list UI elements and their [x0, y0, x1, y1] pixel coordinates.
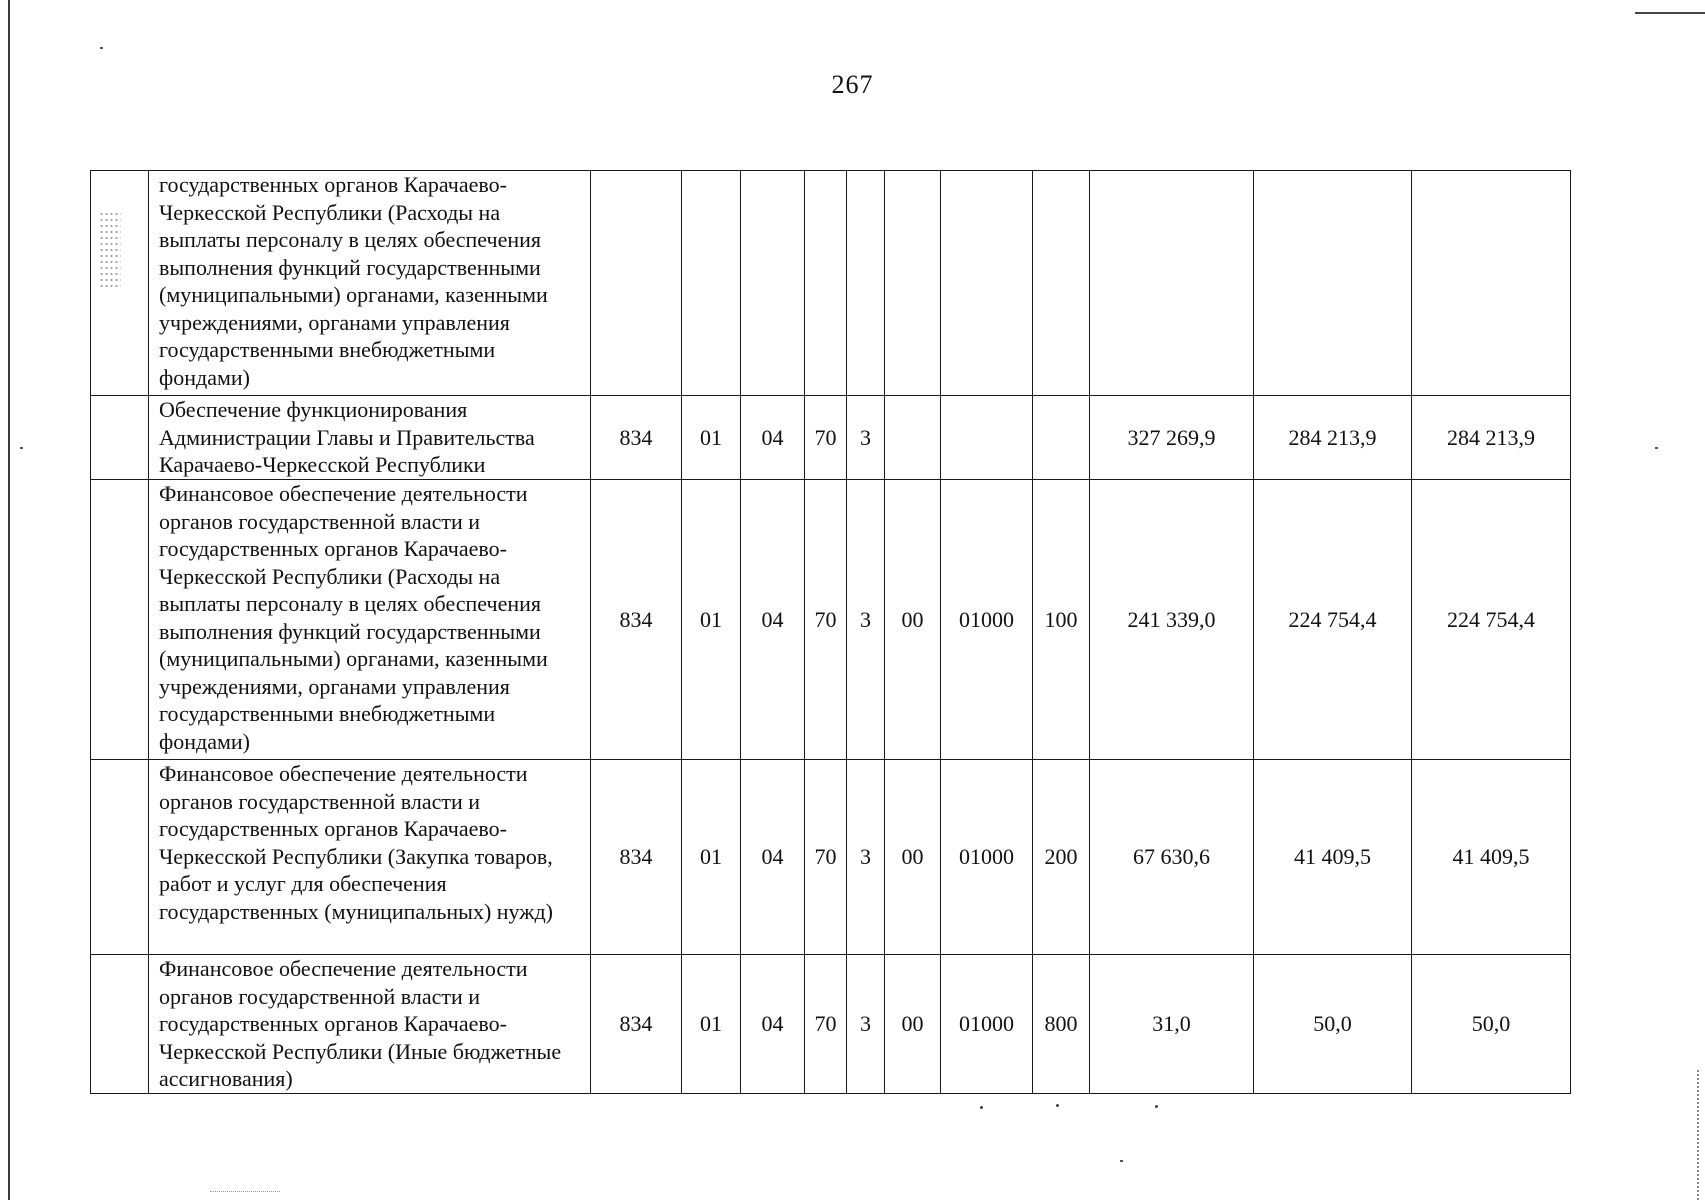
- row-index-cell: [91, 955, 149, 1094]
- scan-speck: [100, 47, 103, 49]
- cell-amount-year2: 224 754,4: [1254, 480, 1412, 760]
- cell-subprogram: 3: [847, 480, 885, 760]
- scan-dots: [980, 1104, 1180, 1110]
- table-row: [91, 396, 1571, 480]
- cell-amount-year3: 50,0: [1412, 955, 1571, 1094]
- row-description: государственных органов Карачаево-Черкесской Республики (Расходы на выплаты персоналу в целях обеспечения выполнения функций государственными (муниципальными) органами, казенными учреждениями, органами управления государственными внебюджетными фондами): [149, 171, 591, 396]
- row-index-cell: [91, 171, 149, 396]
- cell-amount-year3: [1412, 171, 1571, 396]
- cell-program: [805, 171, 847, 396]
- cell-subsection: 04: [741, 955, 805, 1094]
- cell-admin-code: 834: [591, 760, 682, 955]
- cell-amount-year3: 284 213,9: [1412, 396, 1571, 480]
- cell-amount-year2: 41 409,5: [1254, 760, 1412, 955]
- cell-section: 01: [682, 480, 741, 760]
- cell-amount-year1: [1090, 171, 1254, 396]
- cell-admin-code: [591, 171, 682, 396]
- cell-amount-year3: 224 754,4: [1412, 480, 1571, 760]
- cell-expense-type: [1033, 396, 1090, 480]
- scan-artifact-line: [210, 1191, 280, 1193]
- cell-section: 01: [682, 396, 741, 480]
- row-index-cell: [91, 760, 149, 955]
- cell-direction: 01000: [941, 760, 1033, 955]
- cell-amount-year3: 41 409,5: [1412, 760, 1571, 955]
- row-description: Финансовое обеспечение деятельности органов государственной власти и государственных органов Карачаево-Черкесской Республики (Закупка товаров, работ и услуг для обеспечения государственных (муниципальных) нужд): [149, 760, 591, 955]
- cell-amount-year1: 31,0: [1090, 955, 1254, 1094]
- cell-subprogram: 3: [847, 760, 885, 955]
- cell-subprogram: [847, 171, 885, 396]
- scan-speck: [1120, 1160, 1123, 1162]
- cell-admin-code: 834: [591, 480, 682, 760]
- cell-direction: 01000: [941, 955, 1033, 1094]
- page-edge-top-right: [1635, 12, 1705, 14]
- cell-direction: [941, 396, 1033, 480]
- cell-direction: [941, 171, 1033, 396]
- cell-amount-year2: 50,0: [1254, 955, 1412, 1094]
- cell-subsection: 04: [741, 396, 805, 480]
- cell-program: 70: [805, 480, 847, 760]
- cell-amount-year1: 327 269,9: [1090, 396, 1254, 480]
- row-index-cell: [91, 396, 149, 480]
- scan-artifact: [99, 211, 121, 291]
- cell-main-event: [885, 171, 941, 396]
- row-index-cell: [91, 480, 149, 760]
- cell-main-event: 00: [885, 480, 941, 760]
- row-description: Обеспечение функционирования Администрации Главы и Правительства Карачаево-Черкесской Республики: [149, 396, 591, 480]
- cell-section: 01: [682, 760, 741, 955]
- row-description: Финансовое обеспечение деятельности органов государственной власти и государственных органов Карачаево-Черкесской Республики (Иные бюджетные ассигнования): [149, 955, 591, 1094]
- table-row: [91, 955, 1571, 1094]
- page-number: 267: [831, 70, 874, 99]
- table-row: [91, 171, 1571, 396]
- row-description: Финансовое обеспечение деятельности органов государственной власти и государственных органов Карачаево-Черкесской Республики (Расходы на выплаты персоналу в целях обеспечения выполнения функций государственными (муниципальными) органами, казенными учреждениями, органами управления государственными внебюджетными фондами): [149, 480, 591, 760]
- cell-subsection: 04: [741, 760, 805, 955]
- scan-speck: [20, 447, 23, 449]
- cell-expense-type: 100: [1033, 480, 1090, 760]
- cell-subprogram: 3: [847, 955, 885, 1094]
- cell-amount-year1: 67 630,6: [1090, 760, 1254, 955]
- cell-subsection: 04: [741, 480, 805, 760]
- cell-expense-type: [1033, 171, 1090, 396]
- table-row: [91, 480, 1571, 760]
- cell-expense-type: 200: [1033, 760, 1090, 955]
- cell-admin-code: 834: [591, 396, 682, 480]
- cell-program: 70: [805, 955, 847, 1094]
- cell-program: 70: [805, 760, 847, 955]
- cell-direction: 01000: [941, 480, 1033, 760]
- cell-admin-code: 834: [591, 955, 682, 1094]
- cell-amount-year2: [1254, 171, 1412, 396]
- cell-subprogram: 3: [847, 396, 885, 480]
- cell-main-event: 00: [885, 760, 941, 955]
- scan-speck: [1655, 447, 1658, 449]
- cell-section: [682, 171, 741, 396]
- cell-section: 01: [682, 955, 741, 1094]
- page-edge-right: [1697, 1070, 1701, 1200]
- page-edge-left: [8, 0, 10, 1200]
- cell-main-event: 00: [885, 955, 941, 1094]
- cell-expense-type: 800: [1033, 955, 1090, 1094]
- budget-table: [90, 170, 1571, 1094]
- cell-main-event: [885, 396, 941, 480]
- cell-subsection: [741, 171, 805, 396]
- table-row: [91, 760, 1571, 955]
- cell-amount-year1: 241 339,0: [1090, 480, 1254, 760]
- cell-program: 70: [805, 396, 847, 480]
- cell-amount-year2: 284 213,9: [1254, 396, 1412, 480]
